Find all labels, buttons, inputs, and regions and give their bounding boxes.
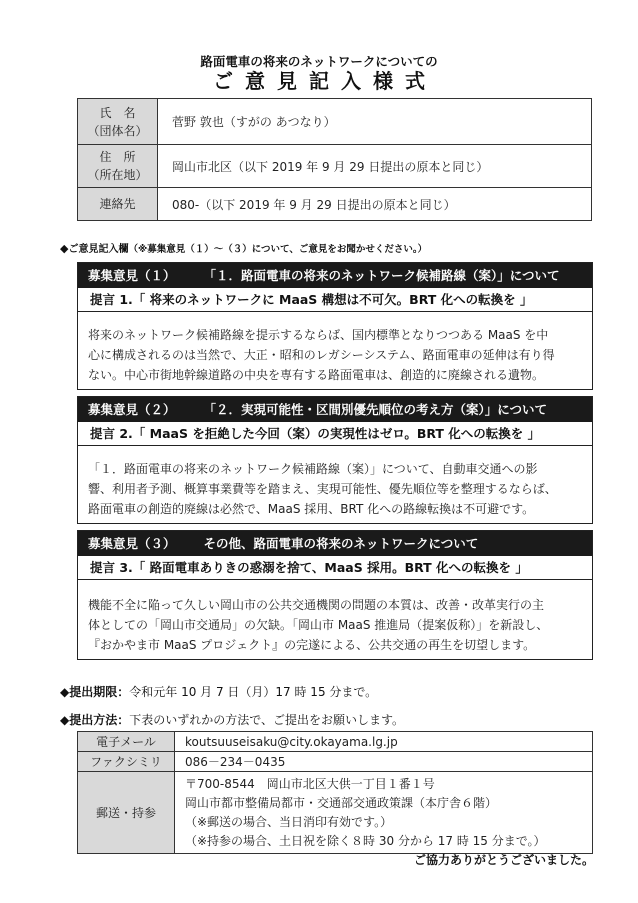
contact-label: 連絡先 xyxy=(78,188,158,221)
name-label xyxy=(78,99,158,145)
name-label-sub: （団体名） xyxy=(87,123,148,138)
opinion-3-topic: その他、路面電車の将来のネットワークについて xyxy=(203,536,479,551)
mail-line: 〒700-8544 岡山市北区大供一丁目１番１号 xyxy=(185,776,435,791)
deadline-line xyxy=(60,683,377,700)
opinion-2-body[interactable] xyxy=(78,446,592,519)
opinion-1-label: 募集意見（１） xyxy=(88,268,176,283)
deadline-value: 令和元年 10 月 7 日（月）17 時 15 分まで。 xyxy=(129,685,378,699)
address-label-main: 住 所 xyxy=(99,150,136,164)
opinion-guide xyxy=(60,240,427,255)
opinion-2-line: 路面電車の創造的廃線は必然で、MaaS 採用、BRT 化への路線転換は不可避です。 xyxy=(88,502,535,516)
mail-line: （※持参の場合、土日祝を除く８時 30 分から 17 時 15 分まで。） xyxy=(185,833,546,848)
opinion-panel-1 xyxy=(77,262,593,390)
address-value[interactable]: 岡山市北区（以下 2019 年 9 月 29 日提出の原本と同じ） xyxy=(158,145,592,188)
opinion-1-line: 心に構成されるのは当然で、大正・昭和のレガシーシステム、路面電車の延伸は有り得 xyxy=(88,348,555,362)
method-label: 提出方法： xyxy=(69,713,130,727)
mail-label: 郵送・持参 xyxy=(78,772,175,854)
address-row xyxy=(78,145,592,188)
opinion-1-proposal: 提言 1.「 将来のネットワークに MaaS 構想は不可欠。BRT 化への転換を 」 xyxy=(78,288,592,312)
mail-row xyxy=(78,772,593,854)
opinion-2-header xyxy=(78,397,592,422)
opinion-panel-2 xyxy=(77,396,593,524)
address-label xyxy=(78,145,158,188)
opinion-2-proposal: 提言 2.「 MaaS を拒絶した今回（案）の実現性はゼロ。BRT 化への転換を 」 xyxy=(78,422,592,446)
opinion-2-line: 響、利用者予測、概算事業費等を踏まえ、実現可能性、優先順位等を整理するならば、 xyxy=(88,482,557,496)
opinion-2-topic: 「２．実現可能性・区間別優先順位の考え方（案）」について xyxy=(203,402,548,417)
mail-line: 岡山市都市整備局都市・交通部交通政策課（本庁舎６階） xyxy=(185,795,498,810)
opinion-1-body[interactable] xyxy=(78,312,592,385)
email-link[interactable]: koutsuuseisaku@city.okayama.lg.jp xyxy=(175,732,593,752)
opinion-3-line: 『おかやま市 MaaS プロジェクト』の完遂による、公共交通の再生を切望します。 xyxy=(88,638,536,652)
opinion-3-header xyxy=(78,531,592,556)
address-label-sub: （所在地） xyxy=(87,168,148,182)
opinion-3-label: 募集意見（３） xyxy=(88,536,176,551)
mail-line: （※郵送の場合、当日消印有効です。） xyxy=(185,814,393,829)
opinion-1-topic: 「１．路面電車の将来のネットワーク候補路線（案）」について xyxy=(203,268,560,283)
fax-label: ファクシミリ xyxy=(78,752,175,772)
thanks-message: ご協力ありがとうございました。 xyxy=(413,853,594,867)
name-row xyxy=(78,99,592,145)
name-value[interactable]: 菅野 敦也（すがの あつなり） xyxy=(158,99,592,145)
opinion-2-label: 募集意見（２） xyxy=(88,402,176,417)
guide-note: （※募集意見（１）～（３）について、ご意見をお聞かせください。） xyxy=(128,244,428,255)
submission-table xyxy=(77,731,593,854)
guide-lead: ご意見記入欄 xyxy=(68,244,129,255)
form-title: ご意見記入様式 xyxy=(213,69,437,93)
diamond-icon: ◆ xyxy=(60,713,70,727)
email-label: 電子メール xyxy=(78,732,175,752)
opinion-1-line: ない。中心市街地幹線道路の中央を専有する路面電車は、創造的に廃線される遺物。 xyxy=(88,368,545,382)
contact-value[interactable]: 080-（以下 2019 年 9 月 29 日提出の原本と同じ） xyxy=(158,188,592,221)
diamond-icon: ◆ xyxy=(60,685,70,699)
method-value: 下表のいずれかの方法で、ご提出をお願いします。 xyxy=(129,713,405,727)
email-row xyxy=(78,732,593,752)
opinion-1-header xyxy=(78,263,592,288)
opinion-3-line: 体としての「岡山市交通局」の欠缺。「岡山市 MaaS 推進局（提案仮称）」を新設し、 xyxy=(88,618,549,632)
opinion-panel-3 xyxy=(77,530,593,660)
fax-number: 086－234－0435 xyxy=(175,752,593,772)
contact-row xyxy=(78,188,592,221)
deadline-label: 提出期限： xyxy=(69,685,130,699)
name-label-main: 氏 名 xyxy=(99,105,136,120)
opinion-3-proposal: 提言 3.「 路面電車ありきの惑溺を捨て、MaaS 採用。BRT 化への転換を 」 xyxy=(78,556,592,580)
fax-row xyxy=(78,752,593,772)
info-table xyxy=(77,98,592,221)
diamond-icon: ◆ xyxy=(60,242,69,255)
opinion-3-body[interactable] xyxy=(78,580,592,655)
method-line xyxy=(60,711,404,728)
opinion-3-line: 機能不全に陥って久しい岡山市の公共交通機関の問題の本質は、改善・改革実行の主 xyxy=(88,598,545,612)
opinion-1-line: 将来のネットワーク候補路線を提示するならば、国内標準となりつつある MaaS を中 xyxy=(88,328,549,342)
opinion-2-line: 「１．路面電車の将来のネットワーク候補路線（案）」について、自動車交通への影 xyxy=(88,462,538,476)
form-subtitle: 路面電車の将来のネットワークについての xyxy=(200,54,438,69)
mail-address xyxy=(175,772,593,854)
